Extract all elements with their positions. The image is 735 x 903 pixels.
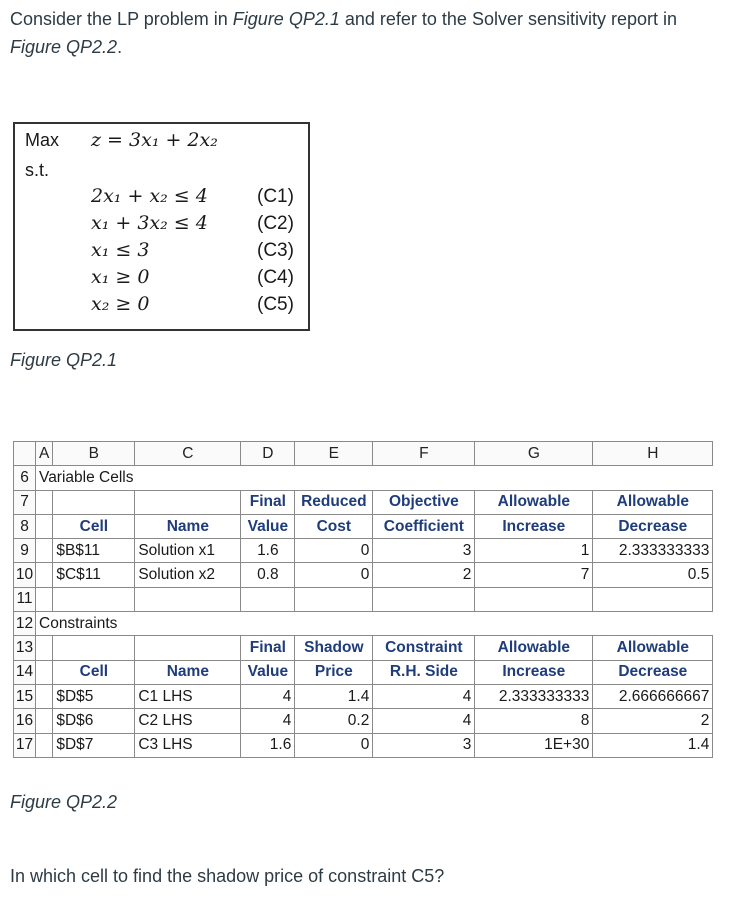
table-row: [14, 612, 713, 636]
cell-f16: 4: [373, 709, 475, 733]
header-shadow: Shadow: [295, 636, 373, 660]
cell-h11: [593, 587, 713, 611]
table-row: [14, 587, 713, 611]
cell-c10: Solution x2: [135, 563, 241, 587]
cell-d16: 4: [241, 709, 295, 733]
col-header-f: F: [373, 442, 475, 466]
cell-e10: 0: [295, 563, 373, 587]
cell-c17: C3 LHS: [135, 733, 241, 757]
table-row: [14, 539, 713, 563]
cell-b9: $B$11: [53, 539, 135, 563]
header-value: Value: [241, 660, 295, 684]
col-header-d: D: [241, 442, 295, 466]
header-final: Final: [241, 490, 295, 514]
table-row: [14, 466, 713, 490]
constraint-c3-expr: x₁ ≤ 3: [91, 239, 150, 261]
table-row: [14, 660, 713, 684]
constraint-c3-tag: (C3): [257, 240, 294, 261]
constraint-c4-tag: (C4): [257, 267, 294, 288]
table-row: [14, 733, 713, 757]
col-header-h: H: [593, 442, 713, 466]
row-number: 9: [14, 539, 36, 563]
row-number: 14: [14, 660, 36, 684]
cell-g10: 7: [475, 563, 593, 587]
cell-e15: 1.4: [295, 684, 373, 708]
cell-a17: [36, 733, 53, 757]
cell-h16: 2: [593, 709, 713, 733]
cell-e11: [295, 587, 373, 611]
col-header-c: C: [135, 442, 241, 466]
cell-b17: $D$7: [53, 733, 135, 757]
lp-problem-box: [13, 122, 310, 331]
cell-d10: 0.8: [241, 563, 295, 587]
header-constraint: Constraint: [373, 636, 475, 660]
cell-h17: 1.4: [593, 733, 713, 757]
header-allowable-1: Allowable: [475, 636, 593, 660]
header-value: Value: [241, 514, 295, 538]
table-row: [14, 709, 713, 733]
cell-g15: 2.333333333: [475, 684, 593, 708]
constraint-c1-expr: 2x₁ + x₂ ≤ 4: [91, 185, 208, 207]
cell-a16: [36, 709, 53, 733]
cell-e9: 0: [295, 539, 373, 563]
header-increase: Increase: [475, 514, 593, 538]
cell-f10: 2: [373, 563, 475, 587]
header-name: Name: [135, 660, 241, 684]
header-cell: Cell: [53, 660, 135, 684]
header-decrease: Decrease: [593, 660, 713, 684]
header-rh-side: R.H. Side: [373, 660, 475, 684]
header-objective: Objective: [373, 490, 475, 514]
row-number: 11: [14, 587, 36, 611]
cell-c11: [135, 587, 241, 611]
cell-h9: 2.333333333: [593, 539, 713, 563]
cell-b7: [53, 490, 135, 514]
table-row: [14, 684, 713, 708]
constraints-title: Constraints: [36, 612, 713, 636]
row-number: 13: [14, 636, 36, 660]
cell-g17: 1E+30: [475, 733, 593, 757]
cell-h15: 2.666666667: [593, 684, 713, 708]
cell-c13: [135, 636, 241, 660]
row-number: 15: [14, 684, 36, 708]
intro-figure-ref-2: Figure QP2.2: [10, 37, 118, 57]
header-cost: Cost: [295, 514, 373, 538]
cell-a8: [36, 514, 53, 538]
max-label: Max: [25, 130, 60, 150]
cell-b13: [53, 636, 135, 660]
constraint-c4-expr: x₁ ≥ 0: [91, 266, 150, 288]
objective-function: z = 3x₁ + 2x₂: [91, 129, 218, 151]
table-row: [14, 490, 713, 514]
row-number: 6: [14, 466, 36, 490]
header-final: Final: [241, 636, 295, 660]
corner-cell: [14, 442, 36, 466]
col-header-e: E: [295, 442, 373, 466]
header-allowable-2: Allowable: [593, 636, 713, 660]
cell-b16: $D$6: [53, 709, 135, 733]
subject-to-label: s.t.: [25, 160, 50, 180]
cell-a7: [36, 490, 53, 514]
cell-d15: 4: [241, 684, 295, 708]
cell-e17: 0: [295, 733, 373, 757]
cell-c9: Solution x1: [135, 539, 241, 563]
header-name: Name: [135, 514, 241, 538]
figure-2-caption: Figure QP2.2: [10, 792, 118, 812]
variable-cells-title: Variable Cells: [36, 466, 713, 490]
cell-h10: 0.5: [593, 563, 713, 587]
cell-d17: 1.6: [241, 733, 295, 757]
intro-text-1: Consider the LP problem in: [10, 9, 233, 29]
row-number: 16: [14, 709, 36, 733]
cell-c7: [135, 490, 241, 514]
header-reduced: Reduced: [295, 490, 373, 514]
cell-g11: [475, 587, 593, 611]
intro-text-2: and refer to the Solver sensitivity report in: [339, 9, 678, 29]
col-header-g: G: [475, 442, 593, 466]
row-number: 7: [14, 490, 36, 514]
cell-c15: C1 LHS: [135, 684, 241, 708]
header-price: Price: [295, 660, 373, 684]
question-text: In which cell to find the shadow price of constraint C5?: [10, 866, 445, 886]
cell-b11: [53, 587, 135, 611]
solver-sensitivity-report: [13, 441, 713, 758]
cell-c16: C2 LHS: [135, 709, 241, 733]
cell-e16: 0.2: [295, 709, 373, 733]
header-coefficient: Coefficient: [373, 514, 475, 538]
table-row: [14, 563, 713, 587]
cell-b10: $C$11: [53, 563, 135, 587]
figure-1-caption: Figure QP2.1: [10, 350, 118, 370]
row-number: 10: [14, 563, 36, 587]
cell-f11: [373, 587, 475, 611]
cell-f17: 3: [373, 733, 475, 757]
cell-a15: [36, 684, 53, 708]
row-number: 12: [14, 612, 36, 636]
header-increase: Increase: [475, 660, 593, 684]
header-decrease: Decrease: [593, 514, 713, 538]
table-row: [14, 514, 713, 538]
row-number: 17: [14, 733, 36, 757]
cell-d9: 1.6: [241, 539, 295, 563]
header-cell: Cell: [53, 514, 135, 538]
cell-a13: [36, 636, 53, 660]
cell-a11: [36, 587, 53, 611]
cell-f15: 4: [373, 684, 475, 708]
intro-figure-ref-1: Figure QP2.1: [232, 9, 340, 29]
header-allowable-1: Allowable: [475, 490, 593, 514]
cell-b15: $D$5: [53, 684, 135, 708]
intro-paragraph: [10, 5, 725, 61]
constraint-c1-tag: (C1): [257, 186, 294, 207]
cell-a14: [36, 660, 53, 684]
col-header-b: B: [53, 442, 135, 466]
constraint-c2-tag: (C2): [257, 213, 294, 234]
constraint-c2-expr: x₁ + 3x₂ ≤ 4: [91, 212, 208, 234]
cell-g16: 8: [475, 709, 593, 733]
cell-f9: 3: [373, 539, 475, 563]
intro-text-3: .: [117, 37, 123, 57]
table-row: [14, 636, 713, 660]
header-allowable-2: Allowable: [593, 490, 713, 514]
column-header-row: [14, 442, 713, 466]
constraint-c5-expr: x₂ ≥ 0: [91, 293, 150, 315]
cell-d11: [241, 587, 295, 611]
cell-g9: 1: [475, 539, 593, 563]
cell-a10: [36, 563, 53, 587]
row-number: 8: [14, 514, 36, 538]
constraint-c5-tag: (C5): [257, 294, 294, 315]
cell-a9: [36, 539, 53, 563]
col-header-a: A: [36, 442, 53, 466]
